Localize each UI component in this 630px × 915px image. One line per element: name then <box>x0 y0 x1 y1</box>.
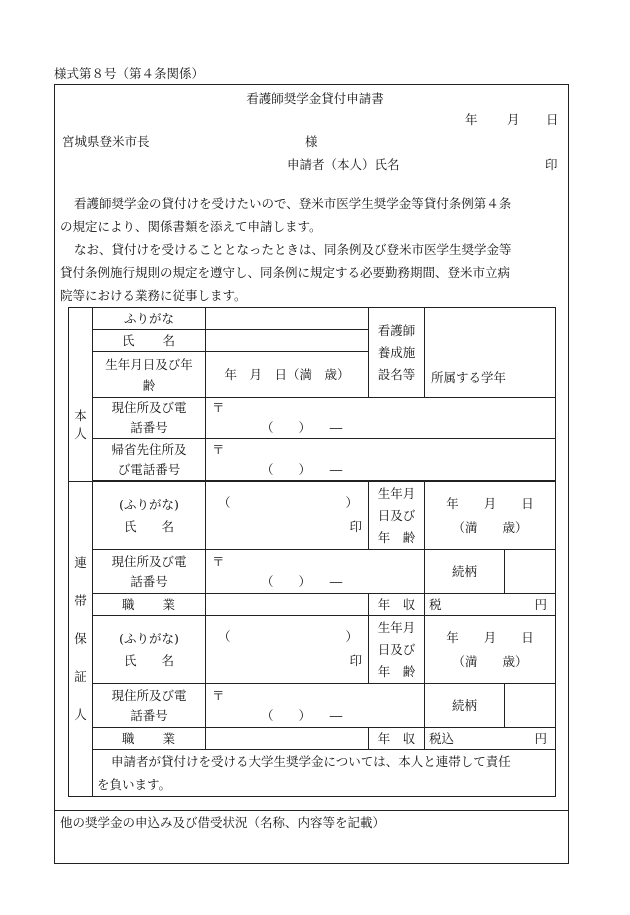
applicant-name-label: 申請者（本人）氏名 <box>287 157 400 172</box>
addressee: 宮城県登米市長 <box>62 134 150 149</box>
g1-birth-field[interactable]: 年 月 日 （満 歳） <box>425 482 556 550</box>
applicant-seal: 印 <box>545 157 558 172</box>
g1-name-field[interactable]: （ ） 印 <box>206 482 369 550</box>
other-scholarship-label: 他の奨学金の申込み及び借受状況（名称、内容等を記載） <box>60 815 386 830</box>
g2-address-field[interactable]: 〒 （ ） ― <box>206 684 425 728</box>
g2-relationship-field[interactable] <box>505 684 556 728</box>
body-para2-line1: なお、貸付けを受けることとなったときは、同条例及び登米市医学生奨学金等 <box>74 242 512 257</box>
body-para1-line1: 看護師奨学金の貸付けを受けたいので、登米市医学生奨学金等貸付条例第４条 <box>74 196 512 211</box>
furigana-label: ふりがな <box>93 308 206 330</box>
g2-name-label: (ふりがな) 氏 名 <box>93 616 206 684</box>
addressee-honorific: 様 <box>305 134 318 149</box>
body-para2-line2: 貸付条例施行規則の規定を遵守し、同条例に規定する必要勤務期間、登米市立病 <box>60 265 511 280</box>
date-year: 年 <box>465 112 478 127</box>
guarantor-side-label: 連 帯 保 証 人 <box>69 482 93 797</box>
g2-income-label: 年 収 <box>369 728 425 750</box>
g1-relationship-field[interactable] <box>505 550 556 594</box>
birth-field[interactable]: 年 月 日（満 歳） <box>206 352 369 398</box>
g1-occupation-field[interactable] <box>206 594 369 616</box>
g1-income-label: 年 収 <box>369 594 425 616</box>
name-field[interactable] <box>206 330 369 352</box>
grade-label: 所属する学年 <box>431 370 507 385</box>
g1-income-field[interactable]: 税 円 <box>425 594 556 616</box>
g1-address-label: 現住所及び電 話番号 <box>93 550 206 594</box>
g1-relationship-label: 続柄 <box>425 550 505 594</box>
school-label: 看護師 養成施 設名等 <box>369 308 425 398</box>
g1-address-field[interactable]: 〒 （ ） ― <box>206 550 425 594</box>
body-para2-line3: 院等における業務に従事します。 <box>60 288 247 303</box>
school-field[interactable] <box>425 308 556 398</box>
date-day: 日 <box>546 112 559 127</box>
g2-birth-field[interactable]: 年 月 日 （満 歳） <box>425 616 556 684</box>
g2-occupation-label: 職 業 <box>93 728 206 750</box>
g2-address-label: 現住所及び電 話番号 <box>93 684 206 728</box>
self-address-field[interactable]: 〒 （ ） ― <box>206 398 556 439</box>
g1-seal: 印 <box>349 519 362 534</box>
guarantor-statement: 申請者が貸付けを受ける大学生奨学金については、本人と連帯して責任 を負います。 <box>93 750 556 797</box>
body-para1-line2: の規定により、関係書類を添えて申請します。 <box>60 219 322 234</box>
birth-label: 生年月日及び年 齢 <box>93 352 206 398</box>
home-address-label: 帰省先住所及 び電話番号 <box>93 439 206 481</box>
self-side-label: 本 人 <box>69 308 93 482</box>
g2-name-field[interactable]: （ ） 印 <box>206 616 369 684</box>
g2-seal: 印 <box>349 653 362 668</box>
g1-name-label: (ふりがな) 氏 名 <box>93 482 206 550</box>
name-label: 氏 名 <box>93 330 206 352</box>
application-table <box>68 307 556 797</box>
form-number: 様式第８号（第４条関係） <box>54 66 205 81</box>
g2-income-field[interactable]: 税込 円 <box>425 728 556 750</box>
g2-birth-label: 生年月 日及び 年 齢 <box>369 616 425 684</box>
self-address-label: 現住所及び電 話番号 <box>93 398 206 439</box>
date-month: 月 <box>507 112 520 127</box>
g2-occupation-field[interactable] <box>206 728 369 750</box>
g1-birth-label: 生年月 日及び 年 齢 <box>369 482 425 550</box>
form-title: 看護師奨学金貸付申請書 <box>246 91 384 106</box>
g1-occupation-label: 職 業 <box>93 594 206 616</box>
section-divider <box>54 810 569 811</box>
home-address-field[interactable]: 〒 （ ） ― <box>206 439 556 481</box>
g2-relationship-label: 続柄 <box>425 684 505 728</box>
furigana-field[interactable] <box>206 308 369 330</box>
